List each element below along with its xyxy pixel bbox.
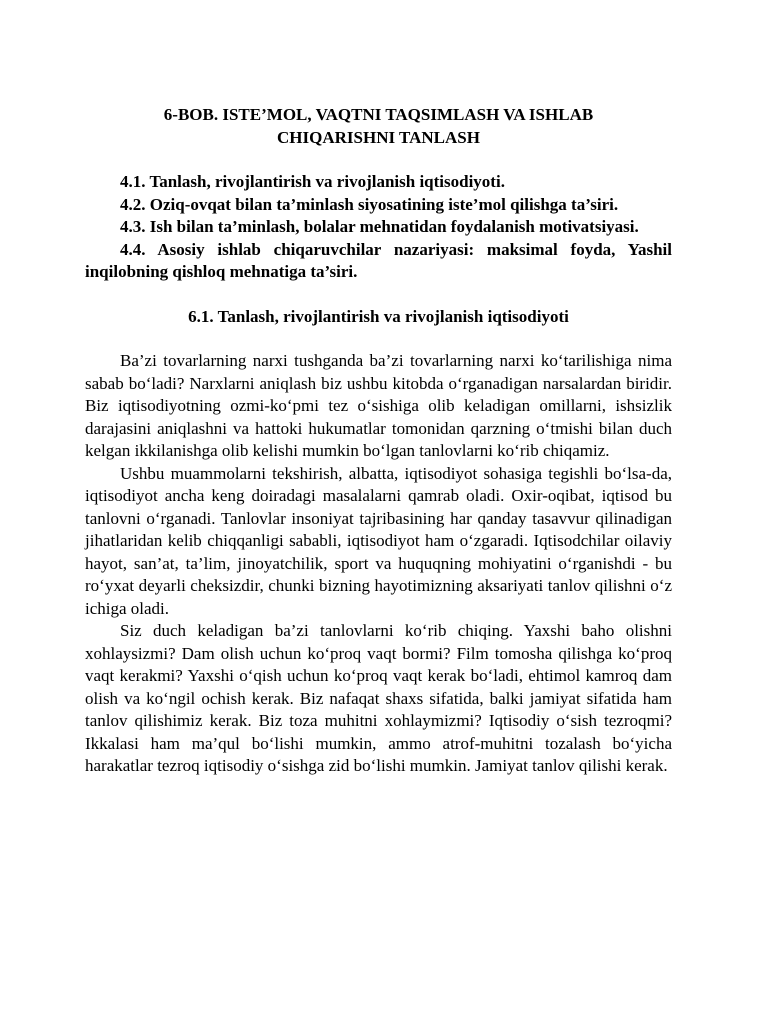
toc-item-4-2: 4.2. Oziq-ovqat bilan ta’minlash siyosatining iste’mol qilishga ta’siri. <box>120 194 619 214</box>
document-page <box>85 104 672 778</box>
toc-item-4-3: 4.3. Ish bilan ta’minlash, bolalar mehnatidan foydalanish motivatsiyasi. <box>120 217 639 236</box>
toc-item-4-4: 4.4. Asosiy ishlab chiqaruvchilar nazariyasi: maksimal foyda, Yashil inqilobning qishloq mehnatiga ta’siri. <box>85 239 672 281</box>
chapter-title <box>85 104 672 149</box>
paragraph-1: Ba’zi tovarlarning narxi tushganda ba’zi tovarlarning narxi ko‘tarilishiga nima sabab bo‘ladi? Narxlarni aniqlash biz ushbu kitobda o‘rganadigan narsalardan biridir. Biz iqtisodiyotning ozmi-ko‘pmi tez o‘sishiga olib keladigan omillarni, ishsizlik darajasini aniqlashni va hattoki hukumatlar tomonidan qarzning o‘tmishi bilan duch kelgan ikkilanishga olib kelishi mumkin bo‘lgan tanlovlarni ko‘rib chiqamiz. <box>85 351 672 460</box>
section-heading: 6.1. Tanlash, rivojlantirish va rivojlanish iqtisodiyoti <box>188 306 569 326</box>
chapter-title-line-1: 6-BOB. ISTE’MOL, VAQTNI TAQSIMLASH VA ISHLAB <box>163 105 594 124</box>
paragraph-2: Ushbu muammolarni tekshirish, albatta, iqtisodiyot sohasiga tegishli bo‘lsa-da, iqtisodiyot ancha keng doiradagi masalalarni qamrab oladi. Oxir-oqibat, iqtisod bu tanlovni o‘rganadi. Tanlovlar insoniyat tajribasining har qanday tasavvur qilinadigan jihatlaridan kelib chiqqanligi sababli, iqtisodiyot ham o‘zgaradi. Iqtisodchilar oilaviy hayot, san’at, ta’lim, jinoyatchilik, sport va huquqning mohiyatini o‘rganishdi - bu ro‘yxat deyarli cheksizdir, chunki bizning hayotimizning aksariyati tanlov qilishni o‘z ichiga oladi. <box>85 463 672 618</box>
body-text <box>85 350 672 778</box>
chapter-title-line-2: CHIQARISHNI TANLASH <box>277 127 480 147</box>
paragraph-3: Siz duch keladigan ba’zi tanlovlarni ko‘rib chiqing. Yaxshi baho olishni xohlaysizmi? Dam olish uchun ko‘proq vaqt bormi? Film tomosha qilishga ko‘proq vaqt kerakmi? Yaxshi o‘qish uchun ko‘proq vaqt kerak bo‘ladi, ehtimol kamroq dam olish va ko‘ngil ochish kerak. Biz nafaqat shaxs sifatida, balki jamiyat sifatida ham tanlov qilishimiz kerak. Biz toza muhitni xohlaymizmi? Iqtisodiy o‘sish tezroqmi? Ikkalasi ham ma’qul bo‘lishi mumkin, ammo atrof-muhitni tozalash bo‘yicha harakatlar tezroq iqtisodiy o‘sishga zid bo‘lishi mumkin. Jamiyat tanlov qilishi kerak. <box>85 621 672 775</box>
table-of-contents <box>85 171 672 284</box>
toc-item-4-1: 4.1. Tanlash, rivojlantirish va rivojlanish iqtisodiyoti. <box>120 172 505 191</box>
